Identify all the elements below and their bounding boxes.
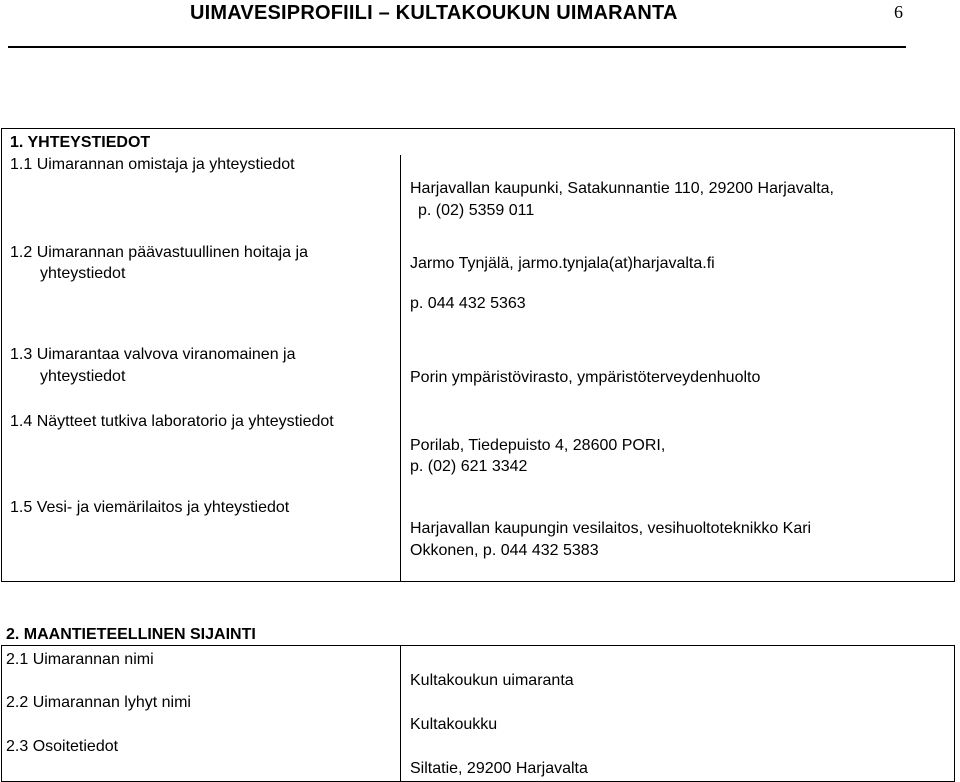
authority-value: Porin ympäristövirasto, ympäristöterveydenhuolto [410, 369, 761, 386]
header-divider [8, 46, 906, 48]
manager-label-line1: 1.2 Uimarannan päävastuullinen hoitaja ja [10, 244, 308, 261]
manager-value-line1: Jarmo Tynjälä, jarmo.tynjala(at)harjavalta.fi [410, 255, 715, 272]
address-label: 2.3 Osoitetiedot [6, 738, 119, 755]
laboratory-value-line2: p. (02) 621 3342 [410, 458, 528, 475]
location-column-divider [400, 645, 401, 782]
owner-value-line2: p. (02) 5359 011 [418, 202, 535, 219]
owner-value-line1: Harjavallan kaupunki, Satakunnantie 110, 29200 Harjavalta, [410, 180, 834, 197]
waterworks-value-line2: Okkonen, p. 044 432 5383 [410, 542, 599, 559]
authority-label-line1: 1.3 Uimarantaa valvova viranomainen ja [10, 346, 296, 363]
section-heading-contact: 1. YHTEYSTIEDOT [10, 134, 151, 151]
beach-short-name-value: Kultakoukku [410, 716, 498, 733]
beach-name-label: 2.1 Uimarannan nimi [6, 651, 154, 668]
page-number: 6 [894, 2, 903, 22]
laboratory-value-line1: Porilab, Tiedepuisto 4, 28600 PORI, [410, 437, 666, 454]
authority-label-line2: yhteystiedot [40, 368, 126, 385]
waterworks-label: 1.5 Vesi- ja viemärilaitos ja yhteystiedot [10, 499, 290, 516]
laboratory-label: 1.4 Näytteet tutkiva laboratorio ja yhteystiedot [10, 413, 334, 430]
manager-label-line2: yhteystiedot [40, 265, 126, 282]
address-value: Siltatie, 29200 Harjavalta [410, 760, 588, 777]
manager-value-line2: p. 044 432 5363 [410, 295, 526, 312]
page-title: UIMAVESIPROFIILI – KULTAKOUKUN UIMARANTA [190, 2, 678, 24]
waterworks-value-line1: Harjavallan kaupungin vesilaitos, vesihuoltoteknikko Kari [410, 520, 812, 537]
owner-label: 1.1 Uimarannan omistaja ja yhteystiedot [10, 156, 295, 173]
beach-name-value: Kultakoukun uimaranta [410, 672, 574, 689]
contact-info-column-divider [400, 155, 401, 582]
beach-short-name-label: 2.2 Uimarannan lyhyt nimi [6, 694, 191, 711]
section-heading-location: 2. MAANTIETEELLINEN SIJAINTI [6, 626, 256, 643]
